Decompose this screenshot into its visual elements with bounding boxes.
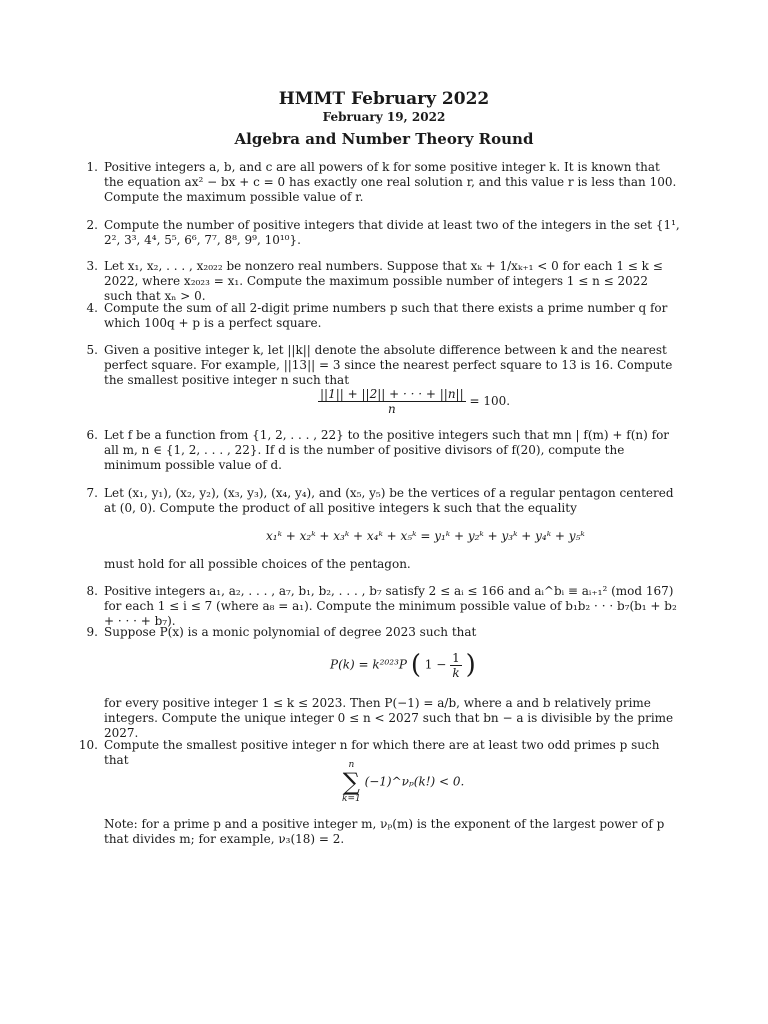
summation (342, 760, 361, 804)
problem-text-after: Note: for a prime p and a positive integer m, νₚ(m) is the exponent of the largest power of p that divides m; for example, ν₃(18) = 2. (104, 817, 665, 846)
sum-body: (−1)^νₚ(k!) < 0. (364, 774, 465, 789)
equation-rhs: = 100. (469, 394, 511, 408)
sum-lower-limit: k=1 (342, 794, 361, 804)
display-equation-9: P(k) = k²⁰²³P ( 1 − $\frac{1}{k}$ ) (330, 650, 476, 680)
document-date: February 19, 2022 (322, 110, 446, 124)
problem-number: 7. (86, 486, 98, 500)
problem-7-continuation (104, 557, 680, 572)
problem-text: Positive integers a, b, and c are all powers of k for some positive integer k. It is known that the equation ax² − bx + c = 0 has exactly one real solution r, and this value r is less than 100. Compute the maximum possible value of r. (104, 160, 677, 204)
problem-9 (86, 625, 680, 640)
problem-text: Let x₁, x₂, . . . , x₂₀₂₂ be nonzero real numbers. Suppose that xₖ + 1/xₖ₊₁ < 0 for each 1 ≤ k ≤ 2022, where x₂₀₂₃ = x₁. Compute the maximum possible number of integers 1 ≤ n ≤ 2022 such that xₙ > 0. (104, 259, 663, 303)
problem-4 (86, 301, 680, 331)
problem-1 (86, 160, 680, 205)
fraction-denominator: k (452, 665, 460, 680)
problem-9-continuation (104, 696, 680, 741)
problem-10-note (104, 817, 680, 847)
problem-text-after: must hold for all possible choices of the pentagon. (104, 557, 411, 571)
fraction (318, 387, 466, 416)
problem-number: 4. (86, 301, 98, 315)
problem-text: Given a positive integer k, let ||k|| denote the absolute difference between k and the nearest perfect square. For example, ||13|| = 3 since the nearest perfect square to 13 is 16. Compute the smallest positive integer n such that (104, 343, 673, 387)
sigma-symbol: ∑ (342, 768, 360, 796)
problem-text: Suppose P(x) is a monic polynomial of degree 2023 such that (104, 625, 477, 639)
display-equation-5 (318, 387, 510, 416)
fraction-numerator: ||1|| + ||2|| + · · · + ||n|| (320, 387, 464, 401)
problem-7 (86, 486, 680, 516)
problem-5 (86, 343, 680, 388)
equation-inner: 1 − (424, 657, 447, 672)
equation-lhs: P(k) = k²⁰²³P (330, 657, 407, 672)
problem-number: 8. (86, 584, 98, 598)
display-equation-7: x₁ᵏ + x₂ᵏ + x₃ᵏ + x₄ᵏ + x₅ᵏ = y₁ᵏ + y₂ᵏ + y₃ᵏ + y₄ᵏ + y₅ᵏ (266, 529, 585, 543)
fraction-denominator: n (387, 402, 396, 416)
problem-text: Compute the smallest positive integer n for which there are at least two odd primes p such that (104, 738, 660, 767)
problem-text: Compute the sum of all 2-digit prime numbers p such that there exists a prime number q for which 100q + p is a perfect square. (104, 301, 668, 330)
problem-text: Positive integers a₁, a₂, . . . , a₇, b₁, b₂, . . . , b₇ satisfy 2 ≤ aᵢ ≤ 166 and aᵢ^bᵢ ≡ aᵢ₊₁² (mod 167) for each 1 ≤ i ≤ 7 (where a₈ = a₁). Compute the minimum possible value of b₁b₂ · · · b₇(b₁ + b₂ + · · · + b₇). (104, 584, 677, 628)
sum-upper-limit: n (348, 760, 355, 770)
problem-8 (86, 584, 680, 629)
problem-6 (86, 428, 680, 473)
problem-number: 6. (86, 428, 98, 442)
display-equation-10 (342, 760, 464, 804)
problem-number: 9. (86, 625, 98, 639)
problem-text: Let f be a function from {1, 2, . . . , 22} to the positive integers such that mn | f(m) + f(n) for all m, n ∈ {1, 2, . . . , 22}. If d is the number of positive divisors of f(20), compute the minimum possible value of d. (104, 428, 670, 472)
problem-2 (86, 218, 680, 248)
problem-3 (86, 259, 680, 304)
document-title: HMMT February 2022 (278, 89, 490, 109)
problem-text: Compute the number of positive integers that divide at least two of the integers in the set {1¹, 2², 3³, 4⁴, 5⁵, 6⁶, 7⁷, 8⁸, 9⁹, 10¹⁰}. (104, 218, 680, 247)
fraction-numerator: 1 (452, 650, 460, 665)
problem-number: 1. (86, 160, 98, 174)
problem-text: Let (x₁, y₁), (x₂, y₂), (x₃, y₃), (x₄, y₄), and (x₅, y₅) be the vertices of a regular pentagon centered at (0, 0). Compute the product of all positive integers k such that the equality (104, 486, 674, 515)
fraction (450, 651, 462, 680)
problem-number: 3. (86, 259, 98, 273)
problem-number: 10. (78, 738, 98, 752)
problem-number: 2. (86, 218, 98, 232)
problem-text-after: for every positive integer 1 ≤ k ≤ 2023. Then P(−1) = a/b, where a and b relatively prime integers. Compute the unique integer 0 ≤ n < 2027 such that bn − a is divisible by the prime 2027. (104, 696, 674, 740)
problem-number: 5. (86, 343, 98, 357)
round-title: Algebra and Number Theory Round (234, 130, 534, 148)
